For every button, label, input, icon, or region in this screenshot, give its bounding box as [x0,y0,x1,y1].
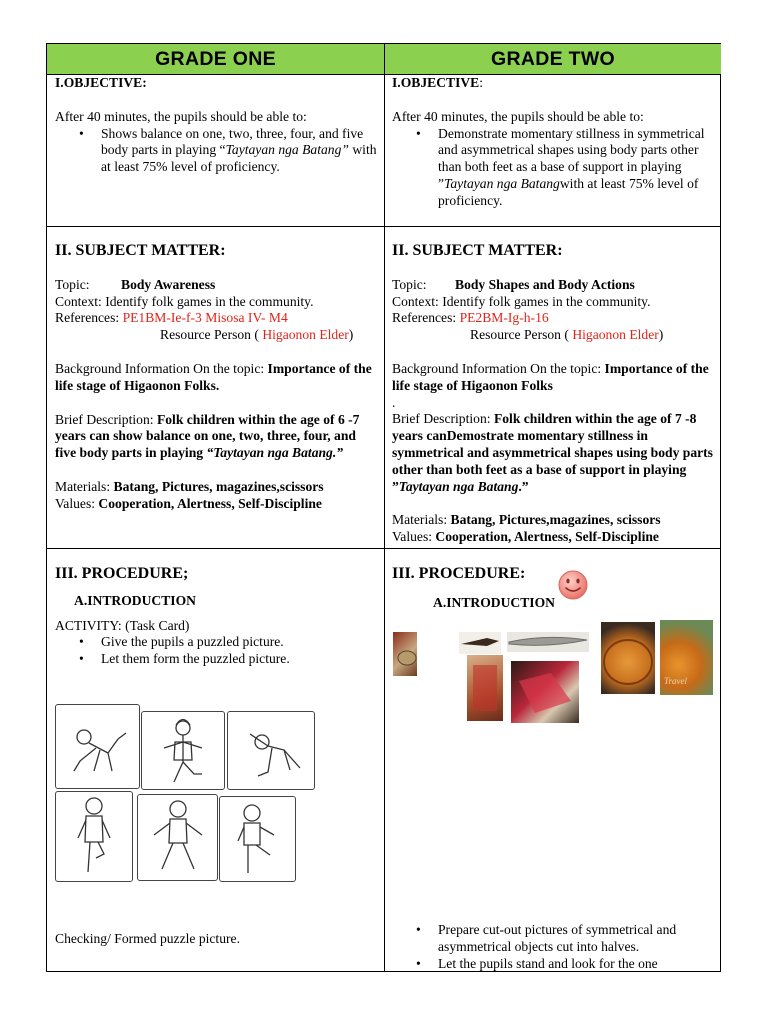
objective-list [55,126,377,176]
crawling-child-icon [56,705,139,788]
activity-item: • Prepare cut-out pictures of symmetrical and asymmetrical objects cut into halves. [392,922,716,956]
brief-end: .” [518,478,529,494]
activity-list [392,922,716,972]
intro-title: A.INTRODUCTION [433,594,555,610]
resource-label: Resource Person ( [470,327,569,343]
brief-game: “Taytayan nga Batang.” [206,445,344,461]
grade-two-subject-matter [392,243,716,546]
background-value: Importance of the life stage of Higaonon Folks [392,360,709,393]
objective-text-end: with at least 75% level of proficiency. [438,175,699,208]
puzzle-picture-5 [137,794,218,881]
brief-value: Folk children within the age of 6 -7 years can show balance on one, two, three, four, and five body parts in playing [55,411,360,461]
materials-label: Materials: [392,512,451,528]
puzzle-picture-1 [55,704,140,789]
background-value: Importance of the life stage of Higaonon Folks. [55,360,372,393]
intro-title: A.INTRODUCTION [74,592,196,608]
brief-description [392,411,716,495]
grade-two-heading: GRADE TWO [490,47,616,70]
materials-label: Materials: [55,478,114,494]
one-leg-child-icon [56,792,132,881]
references-value: PE1BM-Ie-f-3 Misosa IV- M4 [122,310,288,326]
materials-line [55,479,377,496]
objective-text: Shows balance on one, two, three, four, and five body parts in playing “ [101,125,364,158]
bending-child-icon [228,712,314,789]
references-line [55,310,377,327]
checking-line: Checking/ Formed puzzle picture. [55,931,240,946]
smiley-face-icon [557,569,589,601]
references-value: PE2BM-Ig-h-16 [459,310,549,326]
activity-list [55,634,377,668]
cutout-photo-3 [507,632,589,652]
resource-line [55,327,377,344]
materials-line [392,512,716,529]
grade-two-objective [392,75,714,210]
gong-photo-icon [393,632,417,676]
knife-handle-photo-icon [459,632,501,654]
objective-list [392,126,714,210]
resource-label: Resource Person ( [160,327,259,343]
objective-game: Taytayan nga Batang” [225,142,349,158]
context-line: Context: Identify folk games in the community. [392,293,651,309]
materials-value: Batang, Pictures,magazines, scissors [450,512,661,528]
objective-item [392,126,714,210]
brief-game: Taytayan nga Batang [398,478,519,494]
brief-description [55,412,377,462]
grade-one-procedure [55,566,377,668]
objective-title-line [392,75,714,92]
activity-item: • Let them form the puzzled picture. [55,651,377,668]
resource-close: ) [348,327,354,343]
values-label: Values: [392,529,436,545]
topic-label: Topic: [392,276,427,292]
topic-label: Topic: [55,276,90,292]
topic-value: Body Shapes and Body Actions [455,276,635,292]
subject-title: II. SUBJECT MATTER: [392,242,563,259]
values-value: Cooperation, Alertness, Self-Discipline [98,495,322,511]
resource-line [392,327,716,344]
materials-value: Batang, Pictures, magazines,scissors [113,478,324,494]
subject-title: II. SUBJECT MATTER: [55,242,226,259]
topic-line [392,277,716,294]
arms-out-child-icon [138,795,217,880]
values-value: Cooperation, Alertness, Self-Discipline [435,529,659,545]
references-label: References: [55,310,123,326]
cutout-photo-2 [459,632,501,654]
background-info [55,361,377,395]
grade-two-header [385,44,721,74]
background-label: Background Information On the topic: [392,360,605,376]
objective-game: Taytayan nga Batang [444,175,560,191]
brief-label: Brief Description: [392,411,494,427]
objective-title: I.OBJECTIVE: [55,75,147,90]
cutout-photo-1 [393,632,417,676]
photo-caption: Travel [664,676,688,686]
blade-photo-icon [507,632,589,652]
grade-one-heading: GRADE ONE [155,47,276,70]
values-label: Values: [55,495,99,511]
bowl-photo-icon [601,622,655,694]
resource-value: Higaonon Elder [568,327,659,343]
activity-item: • Let the pupils stand and look for the one [392,956,716,973]
topic-line [55,277,377,294]
grade-one-objective [55,75,377,176]
background-label: Background Information On the topic: [55,360,268,376]
column-divider [384,44,385,971]
context-line: Context: Identify folk games in the community. [55,293,314,309]
grade-one-checking [55,931,377,948]
lesson-plan-table [46,43,721,972]
cutout-photo-6 [467,655,503,721]
objective-colon: : [479,75,484,90]
objective-intro: After 40 minutes, the pupils should be able to: [55,108,307,124]
stray-dot: . [392,394,396,410]
references-label: References: [392,310,460,326]
objective-title: I.OBJECTIVE [392,75,480,90]
objective-text: Demonstrate momentary stillness in symmetrical and asymmetrical shapes using body parts other than both feet as a base of support in playing ” [438,125,705,191]
cutout-photo-7 [511,661,579,723]
brief-value: Folk children within the age of 7 -8 years canDemostrate momentary stillness in symmetrical and asymmetrical shapes using body parts other than both feet as a base of support in playing ” [392,411,713,494]
grade-one-subject-matter [55,243,377,513]
cutout-photo-4 [601,622,655,694]
puzzle-picture-2 [141,711,225,790]
procedure-title: III. PROCEDURE: [392,565,526,582]
puzzle-picture-3 [227,711,315,790]
references-line [392,310,716,327]
row-divider-objective [47,226,720,227]
grade-two-procedure [392,566,714,612]
cloth-photo-icon [467,655,503,721]
brief-label: Brief Description: [55,411,157,427]
activity-item: • Give the pupils a puzzled picture. [55,634,377,651]
activity-line: ACTIVITY: (Task Card) [55,617,190,633]
grade-two-activity [392,922,716,972]
topic-value: Body Awareness [121,276,216,292]
values-line [392,529,716,546]
procedure-title: III. PROCEDURE; [55,565,189,582]
puzzle-picture-6 [219,796,296,882]
woven-fabric-photo-icon [511,661,579,723]
objective-text-end: with at least 75% level of proficiency. [101,142,377,175]
cutout-photo-5 [660,620,713,695]
background-info [392,361,716,395]
standing-girl-icon [142,712,224,789]
resource-close: ) [658,327,664,343]
objective-intro: After 40 minutes, the pupils should be able to: [392,108,644,124]
grade-one-header [47,44,384,74]
row-divider-subject [47,548,720,549]
objective-item [55,126,377,176]
puzzle-picture-4 [55,791,133,882]
values-line [55,496,377,513]
resource-value: Higaonon Elder [258,327,349,343]
balancing-child-icon [220,797,295,881]
